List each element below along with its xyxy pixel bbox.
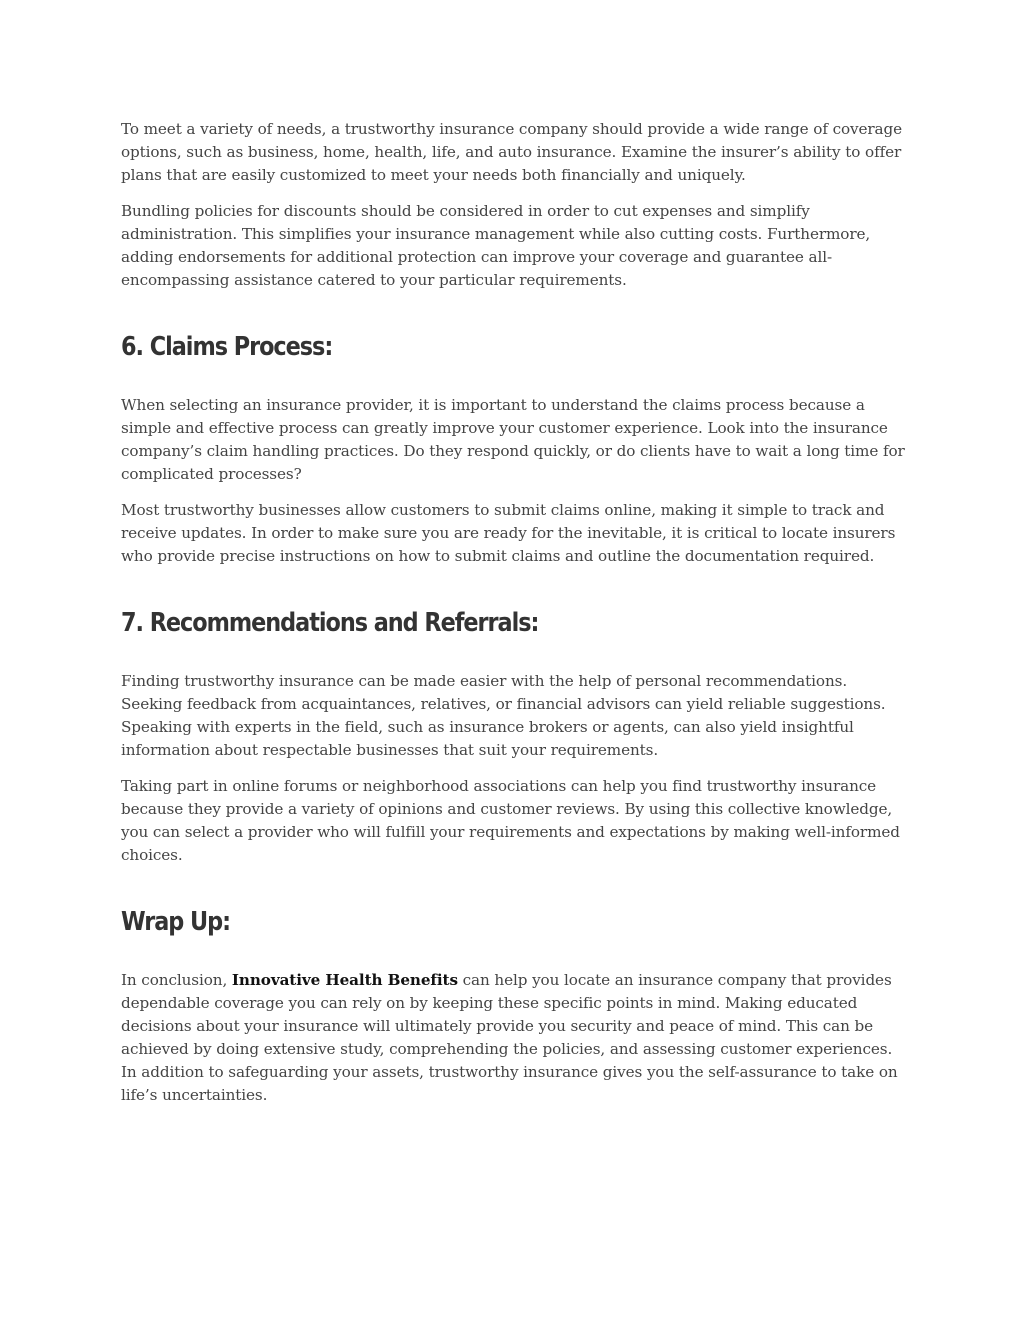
wrap-up-paragraph [121, 969, 911, 1107]
section-6-paragraph-2: Most trustworthy businesses allow customers to submit claims online, making it simple to track and receive updates. In order to make sure you are ready for the inevitable, it is critical to locate insurers who provide precise instructions on how to submit claims and outline the documentation required. [121, 501, 896, 565]
section-7-heading: 7. Recommendations and Referrals: [121, 608, 539, 638]
intro-paragraph-1: To meet a variety of needs, a trustworthy insurance company should provide a wide range of coverage options, such as business, home, health, life, and auto insurance. Examine the insurer’s ability to offer plans that are easily customized to meet your needs both financially and uniquely. [121, 120, 903, 184]
wrap-up-heading: Wrap Up: [121, 907, 231, 937]
company-name-highlight: Innovative Health Benefits [231, 971, 458, 989]
section-6-heading: 6. Claims Process: [121, 332, 333, 362]
section-7-paragraph-1: Finding trustworthy insurance can be made easier with the help of personal recommendations. Seeking feedback from acquaintances, relatives, or financial advisors can yield reliable suggestions. Speaking with experts in the field, such as insurance brokers or agents, can also yield insightful information about respectable businesses that suit your requirements. [121, 672, 886, 759]
section-7-paragraph-2: Taking part in online forums or neighborhood associations can help you find trustworthy insurance because they provide a variety of opinions and customer reviews. By using this collective knowledge, you can select a provider who will fulfill your requirements and expectations by making well-informed choices. [121, 777, 900, 864]
section-6-paragraph-1: When selecting an insurance provider, it is important to understand the claims process because a simple and effective process can greatly improve your customer experience. Look into the insurance company’s claim handling practices. Do they respond quickly, or do clients have to wait a long time for complicated processes? [121, 396, 905, 483]
document-page [121, 118, 911, 1120]
wrap-up-text: can help you locate an insurance company that provides dependable coverage you can rely on by keeping these specific points in mind. Making educated decisions about your insurance will ultimately provide you security and peace of mind. This can be achieved by doing extensive study, comprehending the policies, and assessing customer experiences. In addition to safeguarding your assets, trustworthy insurance gives you the self-assurance to take on life’s uncertainties. [121, 971, 898, 1104]
intro-paragraph-2: Bundling policies for discounts should be considered in order to cut expenses and simplify administration. This simplifies your insurance management while also cutting costs. Furthermore, adding endorsements for additional protection can improve your coverage and guarantee all-encompassing assistance catered to your particular requirements. [121, 202, 871, 289]
wrap-up-prefix: In conclusion, [121, 971, 232, 989]
